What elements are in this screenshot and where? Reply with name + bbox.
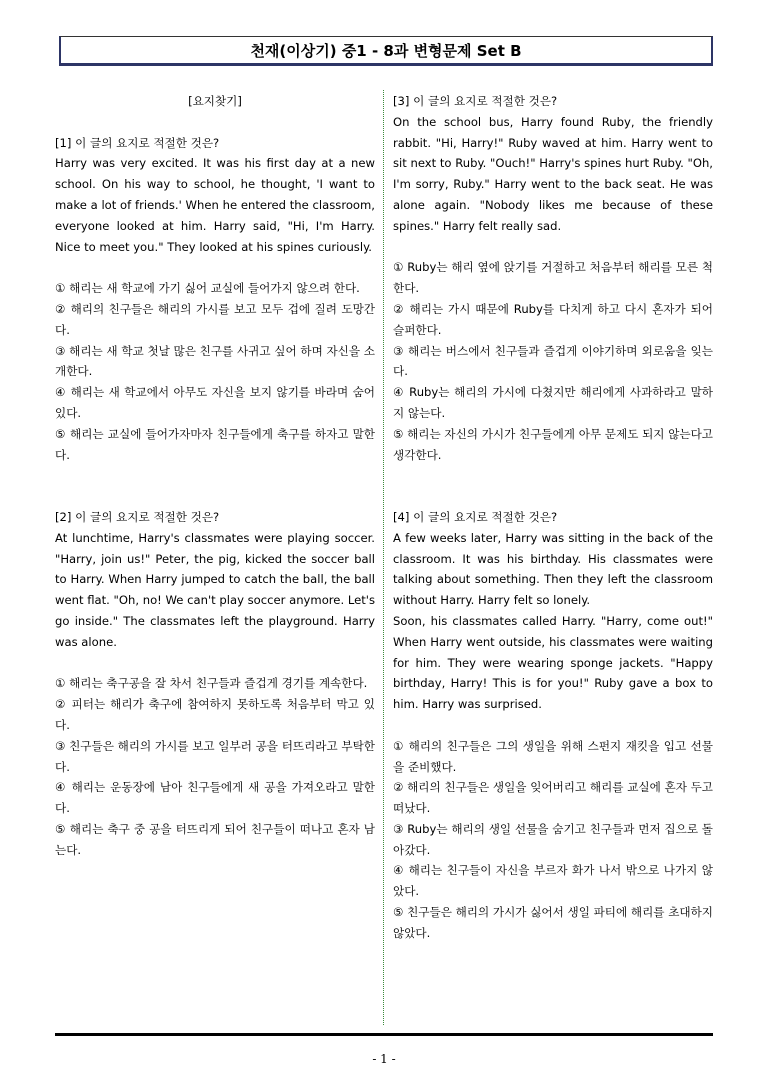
choice-1[interactable]: ① Ruby는 해리 옆에 앉기를 거절하고 처음부터 해리를 모른 척한다.: [393, 260, 713, 296]
question-prompt: [1] 이 글의 요지로 적절한 것은?: [55, 135, 220, 150]
choice-3[interactable]: ③ 친구들은 해리의 가시를 보고 일부러 공을 터뜨리라고 부탁한다.: [55, 738, 375, 774]
page-title: 천재(이상기) 중1 - 8과 변형문제 Set B: [59, 36, 713, 66]
question-2: [55, 507, 375, 861]
section-heading: [요지찾기]: [188, 94, 242, 108]
choice-2[interactable]: ② 해리의 친구들은 해리의 가시를 보고 모두 겁에 질려 도망간다.: [55, 301, 375, 337]
choice-5[interactable]: ⑤ 친구들은 해리의 가시가 싫어서 생일 파티에 해리를 초대하지 않았다.: [393, 905, 713, 940]
choice-3[interactable]: ③ 해리는 버스에서 친구들과 즐겁게 이야기하며 외로움을 잊는다.: [393, 343, 713, 379]
choice-1[interactable]: ① 해리의 친구들은 그의 생일을 위해 스펀지 재킷을 입고 선물을 준비했다.: [393, 738, 713, 774]
choice-5[interactable]: ⑤ 해리는 자신의 가시가 친구들에게 아무 문제도 되지 않는다고 생각한다.: [393, 426, 713, 462]
choice-1[interactable]: ① 해리는 축구공을 잘 차서 친구들과 즐겁게 경기를 계속한다.: [55, 676, 368, 691]
choice-3[interactable]: ③ 해리는 새 학교 첫날 많은 친구를 사귀고 싶어 하며 자신을 소개한다.: [55, 343, 375, 379]
choice-3[interactable]: ③ Ruby는 해리의 생일 선물을 숨기고 친구들과 먼저 집으로 돌아갔다.: [393, 821, 713, 857]
question-passage-continued: Soon, his classmates called Harry. "Harry, come out!" When Harry went outside, his classmates were waiting for him. They were wearing sponge jackets. "Happy birthday, Harry! This is for you!" Ruby gave a box to him. Harry was surprised.: [393, 613, 713, 712]
choice-2[interactable]: ② 해리의 친구들은 생일을 잊어버리고 해리를 교실에 혼자 두고 떠났다.: [393, 780, 713, 816]
footer-rule: [55, 1033, 713, 1036]
choice-2[interactable]: ② 해리는 가시 때문에 Ruby를 다치게 하고 다시 혼자가 되어 슬퍼한다.: [393, 301, 713, 337]
question-prompt: [2] 이 글의 요지로 적절한 것은?: [55, 509, 220, 524]
left-column: [55, 91, 375, 860]
column-divider: [383, 90, 384, 1025]
choice-4[interactable]: ④ 해리는 친구들이 자신을 부르자 화가 나서 밖으로 나가지 않았다.: [393, 863, 713, 899]
right-column: [393, 91, 713, 944]
question-prompt: [4] 이 글의 요지로 적절한 것은?: [393, 509, 558, 524]
question-passage: Harry was very excited. It was his first day at a new school. On his way to school, he thought, 'I want to make a lot of friends.' When he entered the classroom, everyone looked at him. Harry said, "Hi, I'm Harry. Nice to meet you." They looked at his spines curiously.: [55, 156, 375, 254]
page-number: - 1 -: [372, 1052, 396, 1066]
choice-2[interactable]: ② 피터는 해리가 축구에 참여하지 못하도록 처음부터 막고 있다.: [55, 697, 375, 732]
question-1: [55, 133, 375, 466]
choice-1[interactable]: ① 해리는 새 학교에 가기 싫어 교실에 들어가지 않으려 한다.: [55, 281, 360, 296]
question-passage: At lunchtime, Harry's classmates were playing soccer. "Harry, join us!" Peter, the pig, kicked the soccer ball to Harry. When Harry jumped to catch the ball, the ball went flat. "Oh, no! We can't play soccer anymore. Let's go inside." The classmates left the playground. Harry was alone.: [55, 530, 375, 649]
question-prompt: [3] 이 글의 요지로 적절한 것은?: [393, 94, 558, 108]
choice-4[interactable]: ④ 해리는 새 학교에서 아무도 자신을 보지 않기를 바라며 숨어 있다.: [55, 385, 375, 420]
question-passage: On the school bus, Harry found Ruby, the friendly rabbit. "Hi, Harry!" Ruby waved at him. Harry went to sit next to Ruby. "Ouch!" Harry's spines hurt Ruby. "Oh, I'm sorry, Ruby." Harry went to the back seat. He was alone again. "Nobody likes me because of these spines." Harry felt really sad.: [393, 114, 713, 233]
choice-5[interactable]: ⑤ 해리는 교실에 들어가자마자 친구들에게 축구를 하자고 말한다.: [55, 426, 375, 462]
choice-5[interactable]: ⑤ 해리는 축구 중 공을 터뜨리게 되어 친구들이 떠나고 혼자 남는다.: [55, 821, 375, 857]
question-passage: A few weeks later, Harry was sitting in the back of the classroom. It was his birthday. His classmates were talking about something. Then they left the classroom without Harry. Harry felt so lonely.: [393, 530, 713, 608]
question-3: [393, 91, 713, 465]
choice-4[interactable]: ④ Ruby는 해리의 가시에 다쳤지만 해리에게 사과하라고 말하지 않는다.: [393, 385, 713, 420]
choice-4[interactable]: ④ 해리는 운동장에 남아 친구들에게 새 공을 가져오라고 말한다.: [55, 780, 375, 816]
question-4: [393, 507, 713, 944]
